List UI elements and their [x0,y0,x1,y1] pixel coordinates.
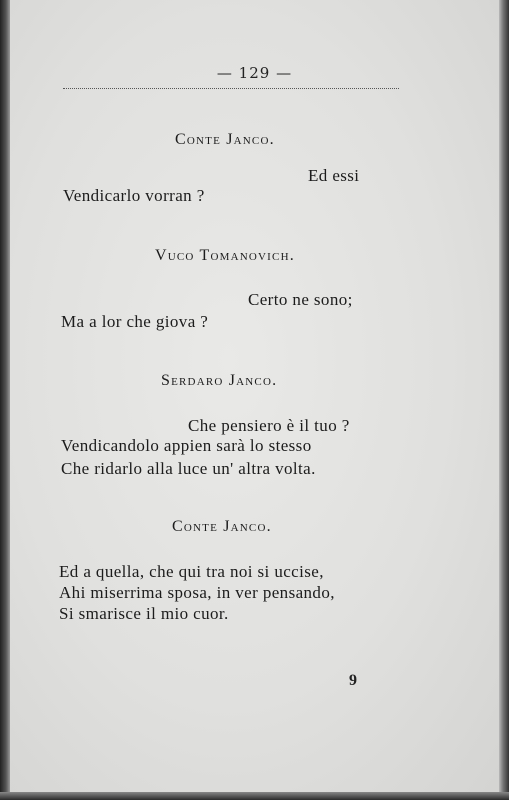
speaker-name: Vuco Tomanovich. [155,247,295,264]
page-number-header: — 129 — [216,64,293,82]
verse-line: Ed essi [308,166,360,185]
verse-line: Ma a lor che giova ? [61,312,209,331]
verse-line: Vendicarlo vorran ? [63,186,205,205]
header-rule [63,88,399,89]
verse-line: Che pensiero è il tuo ? [188,416,350,435]
scan-edge-left [0,0,10,800]
scan-edge-bottom [0,792,509,800]
verse-line: Ahi miserrima sposa, in ver pensando, [59,583,335,602]
folio-signature: 9 [349,672,357,689]
scan-edge-right [499,0,509,800]
verse-line: Vendicandolo appien sarà lo stesso [61,436,312,455]
speaker-name: Conte Janco. [175,131,275,148]
verse-line: Si smarisce il mio cuor. [59,604,229,623]
verse-line: Che ridarlo alla luce un' altra volta. [61,459,316,478]
verse-line: Ed a quella, che qui tra noi si uccise, [59,562,324,581]
verse-line: Certo ne sono; [248,290,353,309]
speaker-name: Conte Janco. [172,518,272,535]
speaker-name: Serdaro Janco. [161,372,278,389]
